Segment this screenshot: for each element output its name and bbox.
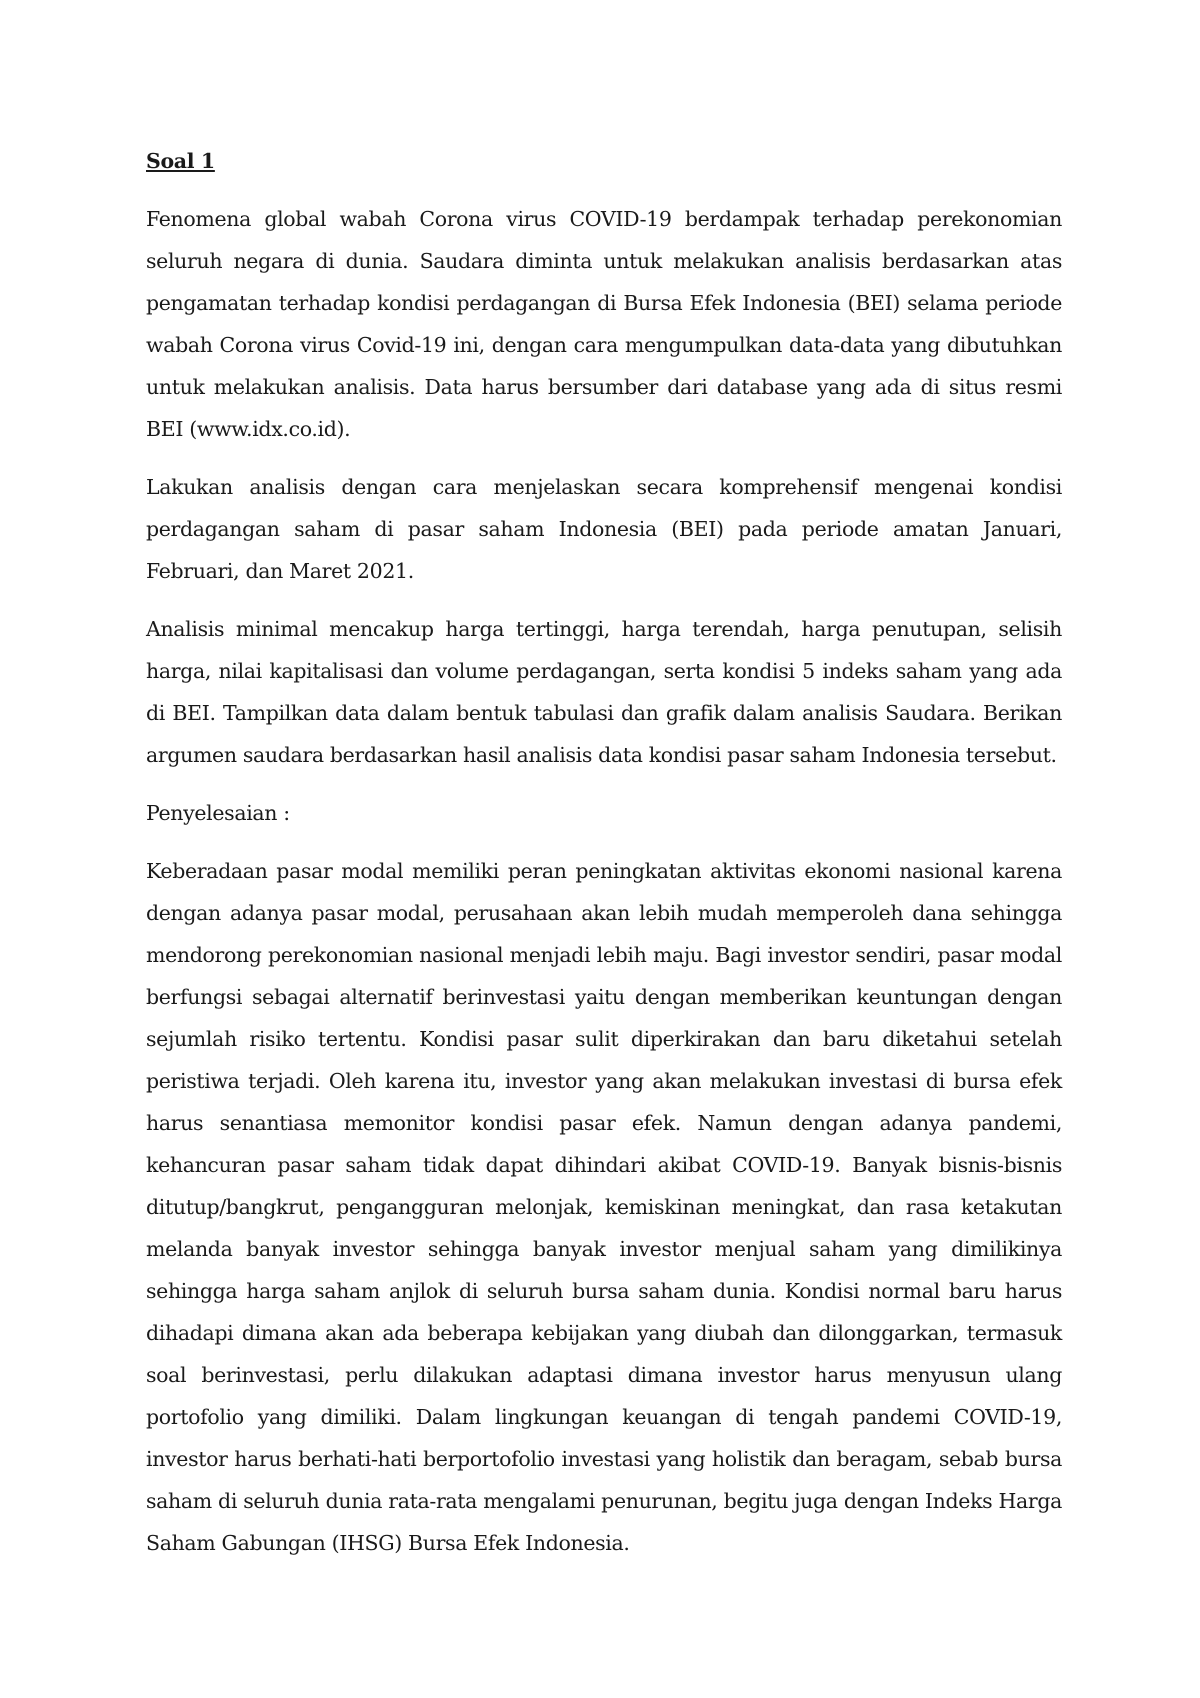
question-paragraph-2: Lakukan analisis dengan cara menjelaskan secara komprehensif mengenai kondisi perdagangan saham di pasar saham Indonesia (BEI) pada periode amatan Januari, Februari, dan Maret 2021. — [146, 475, 1062, 583]
question-paragraph-3: Analisis minimal mencakup harga tertinggi, harga terendah, harga penutupan, selisih harga, nilai kapitalisasi dan volume perdagangan, serta kondisi 5 indeks saham yang ada di BEI. Tampilkan data dalam bentuk tabulasi dan grafik dalam analisis Saudara. Berikan argumen saudara berdasarkan hasil analisis data kondisi pasar saham Indonesia tersebut. — [146, 617, 1062, 767]
question-heading: Soal 1 — [146, 149, 215, 173]
answer-label: Penyelesaian : — [146, 801, 290, 825]
question-paragraph-1: Fenomena global wabah Corona virus COVID-19 berdampak terhadap perekonomian seluruh negara di dunia. Saudara diminta untuk melakukan analisis berdasarkan atas pengamatan terhadap kondisi perdagangan di Bursa Efek Indonesia (BEI) selama periode wabah Corona virus Covid-19 ini, dengan cara mengumpulkan data-data yang dibutuhkan untuk melakukan analisis. Data harus bersumber dari database yang ada di situs resmi BEI (www.idx.co.id). — [146, 207, 1062, 441]
document-body — [146, 140, 1062, 1580]
answer-paragraph: Keberadaan pasar modal memiliki peran peningkatan aktivitas ekonomi nasional karena dengan adanya pasar modal, perusahaan akan lebih mudah memperoleh dana sehingga mendorong perekonomian nasional menjadi lebih maju. Bagi investor sendiri, pasar modal berfungsi sebagai alternatif berinvestasi yaitu dengan memberikan keuntungan dengan sejumlah risiko tertentu. Kondisi pasar sulit diperkirakan dan baru diketahui setelah peristiwa terjadi. Oleh karena itu, investor yang akan melakukan investasi di bursa efek harus senantiasa memonitor kondisi pasar efek. Namun dengan adanya pandemi, kehancuran pasar saham tidak dapat dihindari akibat COVID-19. Banyak bisnis-bisnis ditutup/bangkrut, pengangguran melonjak, kemiskinan meningkat, dan rasa ketakutan melanda banyak investor sehingga banyak investor menjual saham yang dimilikinya sehingga harga saham anjlok di seluruh bursa saham dunia. Kondisi normal baru harus dihadapi dimana akan ada beberapa kebijakan yang diubah dan dilonggarkan, termasuk soal berinvestasi, perlu dilakukan adaptasi dimana investor harus menyusun ulang portofolio yang dimiliki. Dalam lingkungan keuangan di tengah pandemi COVID-19, investor harus berhati-hati berportofolio investasi yang holistik dan beragam, sebab bursa saham di seluruh dunia rata-rata mengalami penurunan, begitu juga dengan Indeks Harga Saham Gabungan (IHSG) Bursa Efek Indonesia. — [146, 859, 1062, 1555]
